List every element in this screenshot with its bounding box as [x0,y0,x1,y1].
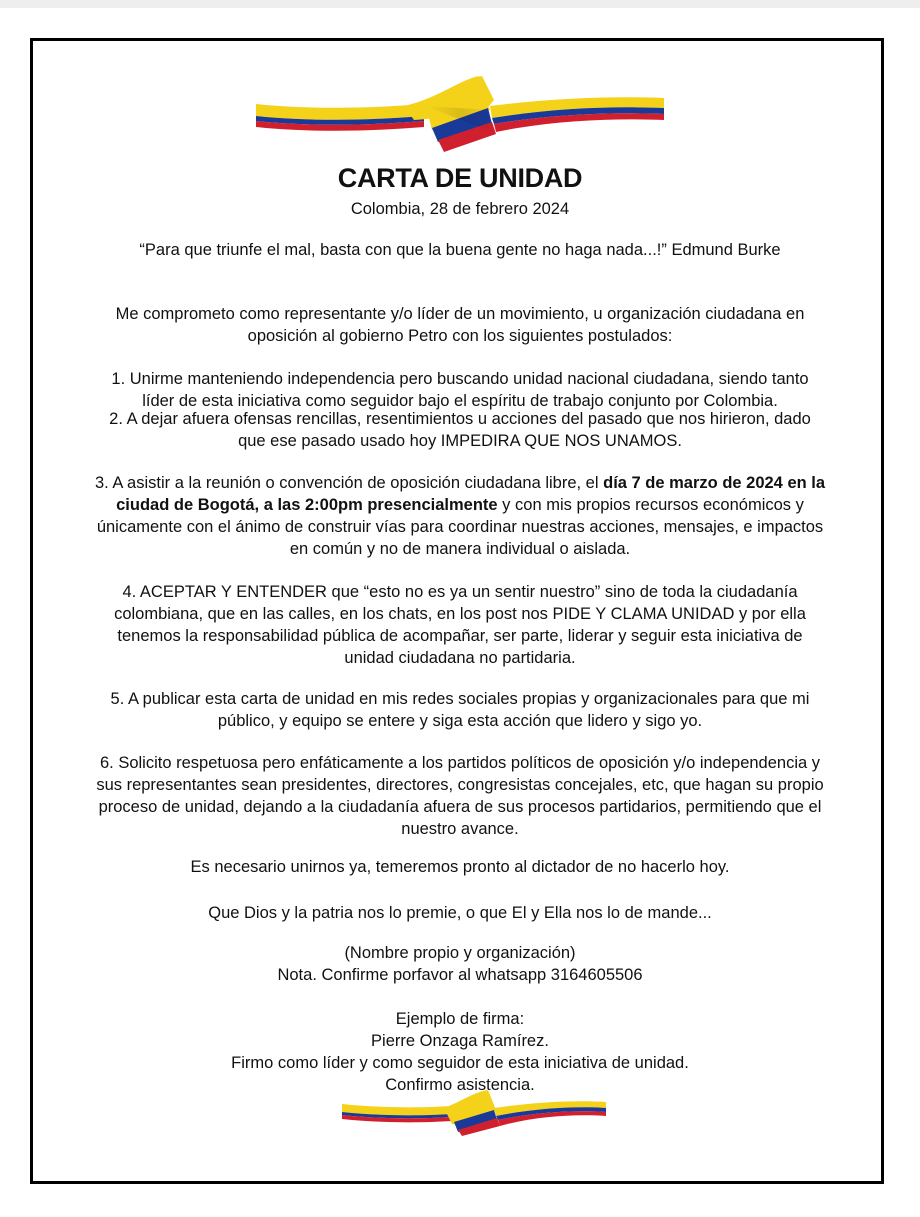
point-6-line: sus representantes sean presidentes, directores, congresistas concejales, etc, que hagan su propio [96,776,824,794]
point-3-line: únicamente con el ánimo de construir vías para coordinar nuestras acciones, mensajes, e impactos [96,518,824,536]
signature-name: Pierre Onzaga Ramírez. [371,1032,549,1050]
point-3-date-bold: día 7 de marzo de 2024 en la [603,474,826,492]
intro-line: Me comprometo como representante y/o líder de un movimiento, u organización ciudadana en [115,305,805,323]
intro-line: oposición al gobierno Petro con los siguientes postulados: [247,327,673,345]
point-6-line: 6. Solicito respetuosa pero enfáticamente a los partidos políticos de oposición y/o independencia y [99,754,821,772]
point-4-line: unidad ciudadana no partidaria. [344,649,576,667]
date-line: Colombia, 28 de febrero 2024 [350,200,570,218]
whatsapp-note: Nota. Confirme porfavor al whatsapp 3164605506 [277,966,643,984]
page-title: CARTA DE UNIDAD [337,163,583,193]
point-5-line: público, y equipo se entere y siga esta acción que lidero y sigo yo. [217,712,703,730]
signature-statement: Firmo como líder y como seguidor de esta iniciativa de unidad. [231,1054,689,1072]
point-1-line: líder de esta iniciativa como seguidor bajo el espíritu de trabajo conjunto por Colombia. [142,392,778,410]
point-3 [60,472,860,560]
closing-blessing: Que Dios y la patria nos lo premie, o que El y Ella nos lo de mande... [208,904,712,922]
point-3-line: en común y no de manera individual o aislada. [289,540,631,558]
point-1 [60,368,860,412]
point-2-line: 2. A dejar afuera ofensas rencillas, resentimientos u acciones del pasado que nos hirieron, dado [109,410,811,428]
point-3-line [60,472,860,494]
colombia-flag-ribbon-icon [340,1086,608,1136]
point-6-line: nuestro avance. [401,820,519,838]
top-bar [0,0,920,8]
signature-example-label: Ejemplo de firma: [395,1010,525,1028]
attendance-confirmation: Confirmo asistencia. [385,1076,535,1094]
intro-paragraph [60,303,860,347]
name-placeholder: (Nombre propio y organización) [344,944,576,962]
closing-statement: Es necesario unirnos ya, temeremos pronto al dictador de no hacerlo hoy. [190,858,730,876]
point-4-line: tenemos la responsabilidad pública de acompañar, ser parte, liderar y seguir esta iniciativa de [117,627,803,645]
point-4 [60,581,860,669]
point-5-line: 5. A publicar esta carta de unidad en mis redes sociales propias y organizacionales para que mi [110,690,810,708]
point-3-text: y con mis propios recursos económicos y [497,496,804,514]
point-5 [60,688,860,732]
point-1-line: 1. Unirme manteniendo independencia pero buscando unidad nacional ciudadana, siendo tanto [111,370,809,388]
point-2-line: que ese pasado usado hoy IMPEDIRA QUE NOS UNAMOS. [238,432,682,450]
point-3-text: 3. A asistir a la reunión o convención de oposición ciudadana libre, el [94,474,604,492]
point-6 [60,752,860,840]
colombia-flag-ribbon-icon [254,70,666,152]
point-3-line [60,494,860,516]
point-4-line: 4. ACEPTAR Y ENTENDER que “esto no es ya un sentir nuestro” sino de toda la ciudadanía [122,583,798,601]
quote: “Para que triunfe el mal, basta con que la buena gente no haga nada...!” Edmund Burke [139,241,781,259]
point-3-place-bold: ciudad de Bogotá, a las 2:00pm presencialmente [116,496,498,514]
point-2 [60,408,860,452]
point-4-line: colombiana, que en las calles, en los chats, en los post nos PIDE Y CLAMA UNIDAD y por ella [114,605,806,623]
point-6-line: proceso de unidad, dejando a la ciudadanía afuera de sus procesos partidarios, permitiendo que el [98,798,822,816]
